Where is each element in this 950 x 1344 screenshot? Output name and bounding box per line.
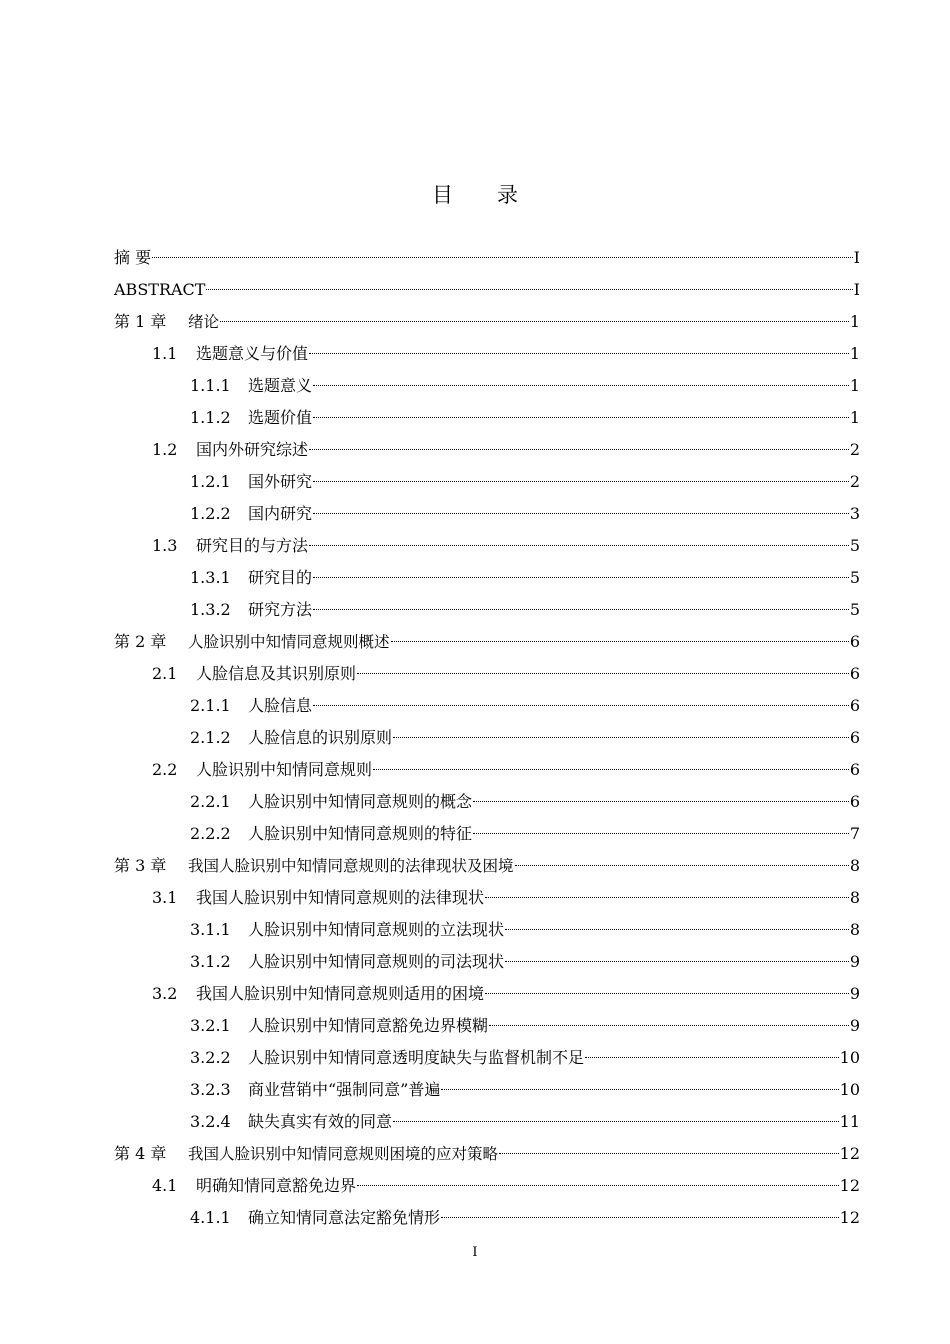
toc-entry-title: 绪论 xyxy=(188,313,220,331)
toc-dot-leader xyxy=(391,641,849,642)
toc-dot-leader xyxy=(152,257,853,258)
toc-dot-leader xyxy=(485,993,849,994)
toc-entry-number: 3.2 xyxy=(152,984,178,1003)
toc-entry-title: 人脸信息的识别原则 xyxy=(248,728,393,747)
toc-entry-title: 商业营销中“强制同意”普遍 xyxy=(248,1080,441,1099)
page-title: 目录 xyxy=(432,183,562,207)
toc-dot-leader xyxy=(309,353,849,354)
toc-entry-title: 研究目的 xyxy=(248,568,313,587)
toc-entry-title: 我国人脸识别中知情同意规则困境的应对策略 xyxy=(188,1145,499,1163)
toc-dot-leader xyxy=(220,321,849,322)
toc-entry-number: 4.1 xyxy=(152,1176,178,1195)
toc-entry-number: 2.2 xyxy=(152,760,178,779)
toc-dot-leader xyxy=(313,609,849,610)
toc-dot-leader xyxy=(309,545,849,546)
toc-entry-number: 1.3 xyxy=(152,536,178,555)
toc-entry-page: 12 xyxy=(839,1176,860,1195)
toc-entry-title: 人脸识别中知情同意规则的特征 xyxy=(248,824,473,843)
table-of-contents xyxy=(114,242,860,1234)
toc-dot-leader xyxy=(313,385,849,386)
toc-entry[interactable] xyxy=(114,690,860,722)
toc-entry[interactable] xyxy=(114,978,860,1010)
toc-entry-title: 选题价值 xyxy=(248,408,313,427)
toc-entry[interactable] xyxy=(114,1202,860,1234)
toc-entry-number: 3.2.3 xyxy=(190,1080,231,1099)
toc-dot-leader xyxy=(473,833,849,834)
toc-dot-leader xyxy=(357,1185,839,1186)
toc-entry-title: 人脸识别中知情同意规则的概念 xyxy=(248,792,473,811)
toc-dot-leader xyxy=(441,1089,838,1090)
toc-entry-number: 3.2.4 xyxy=(190,1112,231,1131)
toc-entry[interactable] xyxy=(114,594,860,626)
toc-entry-number: 1.2.1 xyxy=(190,472,231,491)
toc-entry-title: 确立知情同意法定豁免情形 xyxy=(248,1208,441,1227)
toc-entry-page: 12 xyxy=(839,1144,860,1163)
toc-entry[interactable] xyxy=(114,402,860,434)
toc-entry[interactable] xyxy=(114,818,860,850)
toc-entry-number: 3.2.2 xyxy=(190,1048,231,1067)
toc-entry-number: 1.2 xyxy=(152,440,178,459)
toc-entry[interactable] xyxy=(114,882,860,914)
toc-entry-number: 1.3.2 xyxy=(190,600,231,619)
toc-entry-page: 8 xyxy=(849,856,860,875)
toc-entry-title: ABSTRACT xyxy=(114,280,206,299)
toc-entry-page: 9 xyxy=(849,952,860,971)
toc-dot-leader xyxy=(505,929,849,930)
toc-dot-leader xyxy=(585,1057,839,1058)
toc-entry-number: 第 1 章 xyxy=(114,312,167,331)
toc-entry-title: 人脸识别中知情同意豁免边界模糊 xyxy=(248,1016,489,1035)
toc-entry-number: 2.1.1 xyxy=(190,696,231,715)
toc-entry-title: 我国人脸识别中知情同意规则的法律现状 xyxy=(196,888,485,907)
toc-entry-page: 2 xyxy=(849,440,860,459)
toc-entry[interactable] xyxy=(114,242,860,274)
toc-entry-page: 11 xyxy=(839,1112,860,1131)
toc-entry-title: 国外研究 xyxy=(248,472,313,491)
toc-entry-number: 第 3 章 xyxy=(114,856,167,875)
toc-entry-page: 5 xyxy=(849,568,860,587)
toc-entry-page: I xyxy=(853,248,860,267)
toc-entry-title: 研究目的与方法 xyxy=(196,536,309,555)
toc-dot-leader xyxy=(393,737,849,738)
toc-dot-leader xyxy=(313,513,849,514)
toc-entry[interactable] xyxy=(114,274,860,306)
page-number-footer: I xyxy=(472,1245,478,1260)
toc-entry-page: 9 xyxy=(849,984,860,1003)
toc-entry-page: 1 xyxy=(849,376,860,395)
toc-entry[interactable] xyxy=(114,338,860,370)
toc-entry[interactable] xyxy=(114,850,860,882)
toc-entry-page: 8 xyxy=(849,888,860,907)
toc-entry[interactable] xyxy=(114,434,860,466)
toc-entry-title: 人脸识别中知情同意规则的司法现状 xyxy=(248,952,505,971)
toc-dot-leader xyxy=(313,705,849,706)
toc-entry[interactable] xyxy=(114,914,860,946)
toc-dot-leader xyxy=(357,673,849,674)
toc-entry-page: 12 xyxy=(839,1208,860,1227)
toc-entry-page: 10 xyxy=(839,1080,860,1099)
toc-entry-page: 6 xyxy=(849,728,860,747)
toc-entry-page: 5 xyxy=(849,600,860,619)
toc-entry[interactable] xyxy=(114,1106,860,1138)
toc-entry-page: I xyxy=(853,280,860,299)
toc-dot-leader xyxy=(473,801,849,802)
toc-entry-number: 1.1 xyxy=(152,344,178,363)
toc-entry-title: 研究方法 xyxy=(248,600,313,619)
toc-entry-page: 6 xyxy=(849,632,860,651)
toc-entry[interactable] xyxy=(114,466,860,498)
toc-entry[interactable] xyxy=(114,626,860,658)
toc-entry-number: 4.1.1 xyxy=(190,1208,231,1227)
toc-entry-number: 1.1.2 xyxy=(190,408,231,427)
toc-dot-leader xyxy=(393,1121,839,1122)
toc-entry-page: 1 xyxy=(849,408,860,427)
toc-entry-number: 2.1 xyxy=(152,664,178,683)
toc-dot-leader xyxy=(313,417,849,418)
toc-dot-leader xyxy=(499,1153,839,1154)
toc-entry-number: 3.1.2 xyxy=(190,952,231,971)
toc-dot-leader xyxy=(505,961,849,962)
toc-entry[interactable] xyxy=(114,1042,860,1074)
toc-entry-number: 2.2.1 xyxy=(190,792,231,811)
toc-dot-leader xyxy=(373,769,849,770)
toc-entry-number: 2.2.2 xyxy=(190,824,231,843)
toc-entry-page: 6 xyxy=(849,696,860,715)
toc-entry-page: 1 xyxy=(849,312,860,331)
toc-entry[interactable] xyxy=(114,370,860,402)
toc-entry-title: 国内外研究综述 xyxy=(196,440,309,459)
toc-entry-number: 1.2.2 xyxy=(190,504,231,523)
toc-dot-leader xyxy=(313,481,849,482)
toc-entry[interactable] xyxy=(114,562,860,594)
toc-entry-title: 国内研究 xyxy=(248,504,313,523)
toc-entry[interactable] xyxy=(114,1010,860,1042)
toc-entry-number: 第 2 章 xyxy=(114,632,167,651)
toc-entry[interactable] xyxy=(114,946,860,978)
toc-dot-leader xyxy=(206,289,852,290)
toc-entry-page: 6 xyxy=(849,664,860,683)
toc-dot-leader xyxy=(485,897,849,898)
toc-entry-page: 2 xyxy=(849,472,860,491)
toc-entry[interactable] xyxy=(114,306,860,338)
toc-entry-title: 我国人脸识别中知情同意规则适用的困境 xyxy=(196,984,485,1003)
toc-entry-number: 1.3.1 xyxy=(190,568,231,587)
toc-entry-title: 人脸识别中知情同意透明度缺失与监督机制不足 xyxy=(248,1048,585,1067)
toc-entry-number: 3.1 xyxy=(152,888,178,907)
toc-entry-number: 2.1.2 xyxy=(190,728,231,747)
toc-entry-number: 3.1.1 xyxy=(190,920,231,939)
toc-dot-leader xyxy=(515,865,849,866)
toc-entry-page: 3 xyxy=(849,504,860,523)
toc-entry-page: 6 xyxy=(849,760,860,779)
toc-entry-number: 第 4 章 xyxy=(114,1144,167,1163)
toc-entry-page: 10 xyxy=(839,1048,860,1067)
toc-entry-number: 1.1.1 xyxy=(190,376,231,395)
toc-entry-page: 5 xyxy=(849,536,860,555)
toc-entry-page: 9 xyxy=(849,1016,860,1035)
toc-entry-title: 缺失真实有效的同意 xyxy=(248,1112,393,1131)
toc-entry[interactable] xyxy=(114,498,860,530)
toc-entry-title: 人脸识别中知情同意规则概述 xyxy=(188,633,390,651)
toc-entry[interactable] xyxy=(114,1170,860,1202)
toc-entry-title: 人脸信息 xyxy=(248,696,313,715)
toc-entry-page: 1 xyxy=(849,344,860,363)
toc-entry-page: 7 xyxy=(849,824,860,843)
toc-entry-page: 8 xyxy=(849,920,860,939)
toc-entry-number: 3.2.1 xyxy=(190,1016,231,1035)
toc-entry[interactable] xyxy=(114,722,860,754)
toc-entry-page: 6 xyxy=(849,792,860,811)
toc-dot-leader xyxy=(441,1217,839,1218)
toc-entry-title: 选题意义 xyxy=(248,376,313,395)
toc-entry-title: 人脸识别中知情同意规则的立法现状 xyxy=(248,920,505,939)
toc-dot-leader xyxy=(313,577,849,578)
toc-entry[interactable] xyxy=(114,658,860,690)
toc-entry-title: 摘 要 xyxy=(114,248,152,267)
toc-entry[interactable] xyxy=(114,1074,860,1106)
toc-entry-title: 人脸识别中知情同意规则 xyxy=(196,760,373,779)
toc-entry-title: 选题意义与价值 xyxy=(196,344,309,363)
toc-entry[interactable] xyxy=(114,754,860,786)
toc-entry-title: 我国人脸识别中知情同意规则的法律现状及困境 xyxy=(188,857,514,875)
toc-entry[interactable] xyxy=(114,1138,860,1170)
toc-entry-title: 明确知情同意豁免边界 xyxy=(196,1176,357,1195)
toc-entry[interactable] xyxy=(114,786,860,818)
toc-entry[interactable] xyxy=(114,530,860,562)
toc-entry-title: 人脸信息及其识别原则 xyxy=(196,664,357,683)
toc-dot-leader xyxy=(489,1025,849,1026)
toc-dot-leader xyxy=(309,449,849,450)
